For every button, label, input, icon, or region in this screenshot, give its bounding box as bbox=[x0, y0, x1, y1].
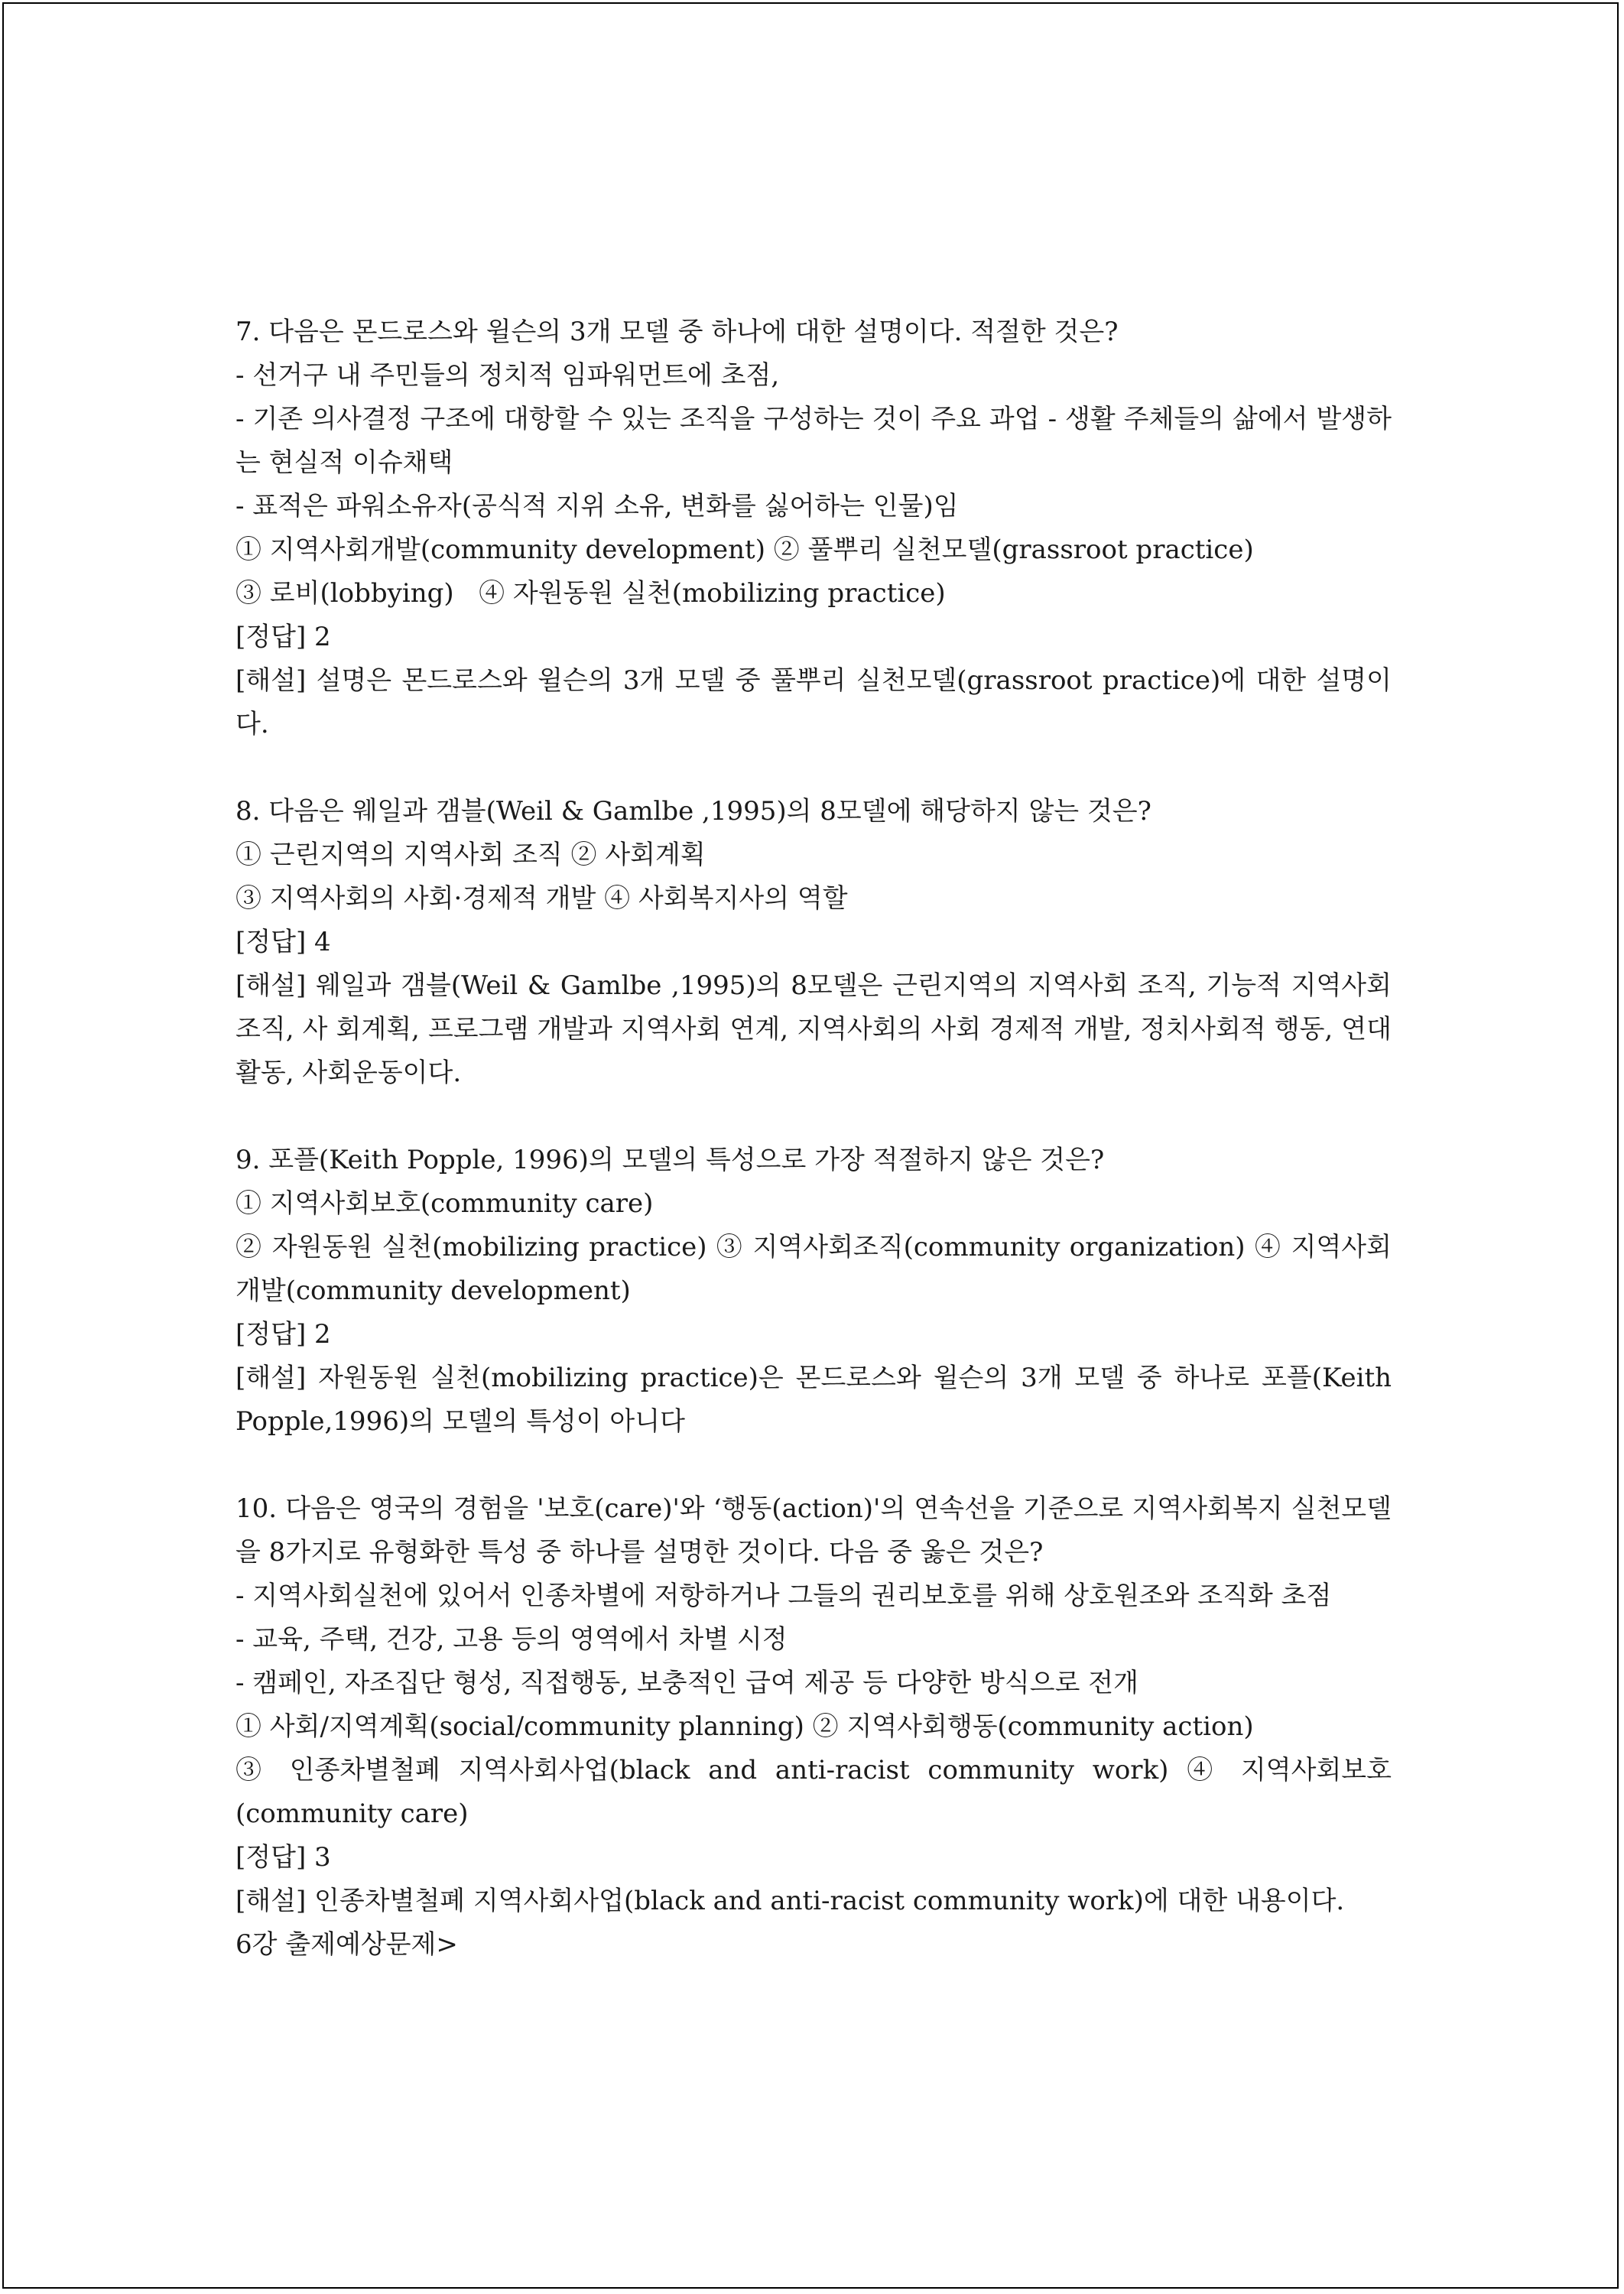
question-8 bbox=[235, 790, 1392, 1095]
section-note: 6강 출제예상문제> bbox=[235, 1929, 458, 1960]
question-9 bbox=[235, 1139, 1392, 1444]
question-10 bbox=[235, 1487, 1392, 1967]
answer-options: ① 지역사회개발(community development) ② 풀뿌리 실천모델(grassroot practice) bbox=[235, 535, 1254, 565]
question-stem: 10. 다음은 영국의 경험을 '보호(care)'와 ‘행동(action)'의 연속선을 기준으로 지역사회복지 실천모델을 8가지로 유형화한 특성 중 하나를 설명한 것이다. 다음 중 옳은 것은? bbox=[235, 1493, 1392, 1568]
question-condition: - 교육, 주택, 건강, 고용 등의 영역에서 차별 시정 bbox=[235, 1624, 788, 1655]
answer-options: ① 근린지역의 지역사회 조직 ② 사회계획 bbox=[235, 840, 706, 870]
correct-answer: [정답] 2 bbox=[235, 622, 331, 652]
explanation: [해설] 자원동원 실천(mobilizing practice)은 몬드로스와 윌슨의 3개 모델 중 하나로 포플(Keith Popple,1996)의 모델의 특성이 아니다 bbox=[235, 1363, 1392, 1437]
question-condition: - 선거구 내 주민들의 정치적 임파워먼트에 초점, bbox=[235, 360, 780, 391]
correct-answer: [정답] 3 bbox=[235, 1842, 331, 1873]
question-condition: - 캠페인, 자조집단 형성, 직접행동, 보충적인 급여 제공 등 다양한 방식으로 전개 bbox=[235, 1668, 1138, 1698]
correct-answer: [정답] 2 bbox=[235, 1319, 331, 1350]
explanation: [해설] 설명은 몬드로스와 윌슨의 3개 모델 중 풀뿌리 실천모델(grassroot practice)에 대한 설명이다. bbox=[235, 665, 1392, 739]
answer-options: ② 자원동원 실천(mobilizing practice) ③ 지역사회조직(community organization) ④ 지역사회개발(community development) bbox=[235, 1232, 1392, 1306]
document-page bbox=[2, 2, 1619, 2289]
correct-answer: [정답] 4 bbox=[235, 927, 331, 957]
explanation: [해설] 인종차별철폐 지역사회사업(black and anti-racist community work)에 대한 내용이다. bbox=[235, 1886, 1345, 1916]
question-stem: 9. 포플(Keith Popple, 1996)의 모델의 특성으로 가장 적절하지 않은 것은? bbox=[235, 1145, 1105, 1175]
document-content bbox=[235, 310, 1392, 1967]
question-stem: 7. 다음은 몬드로스와 윌슨의 3개 모델 중 하나에 대한 설명이다. 적절한 것은? bbox=[235, 317, 1119, 347]
answer-options: ③ 로비(lobbying) ④ 자원동원 실천(mobilizing practice) bbox=[235, 578, 946, 609]
question-condition: - 표적은 파워소유자(공식적 지위 소유, 변화를 싫어하는 인물)임 bbox=[235, 491, 959, 522]
question-stem: 8. 다음은 웨일과 갬블(Weil & Gamlbe ,1995)의 8모델에 해당하지 않는 것은? bbox=[235, 796, 1151, 827]
answer-options: ① 지역사회보호(community care) bbox=[235, 1188, 654, 1219]
answer-options: ③ 지역사회의 사회·경제적 개발 ④ 사회복지사의 역할 bbox=[235, 883, 848, 914]
explanation: [해설] 웨일과 갬블(Weil & Gamlbe ,1995)의 8모델은 근린지역의 지역사회 조직, 기능적 지역사회 조직, 사 회계획, 프로그램 개발과 지역사회 연계, 지역사회의 사회 경제적 개발, 정치사회적 행동, 연대활동, 사회운동이다. bbox=[235, 970, 1392, 1088]
answer-options: ① 사회/지역계획(social/community planning) ② 지역사회행동(community action) bbox=[235, 1711, 1254, 1742]
answer-options: ③ 인종차별철폐 지역사회사업(black and anti-racist community work) ④ 지역사회보호(community care) bbox=[235, 1755, 1392, 1829]
question-condition: - 기존 의사결정 구조에 대항할 수 있는 조직을 구성하는 것이 주요 과업 - 생활 주체들의 삶에서 발생하는 현실적 이슈채택 bbox=[235, 404, 1392, 478]
question-7 bbox=[235, 310, 1392, 746]
question-condition: - 지역사회실천에 있어서 인종차별에 저항하거나 그들의 권리보호를 위해 상호원조와 조직화 초점 bbox=[235, 1581, 1332, 1611]
